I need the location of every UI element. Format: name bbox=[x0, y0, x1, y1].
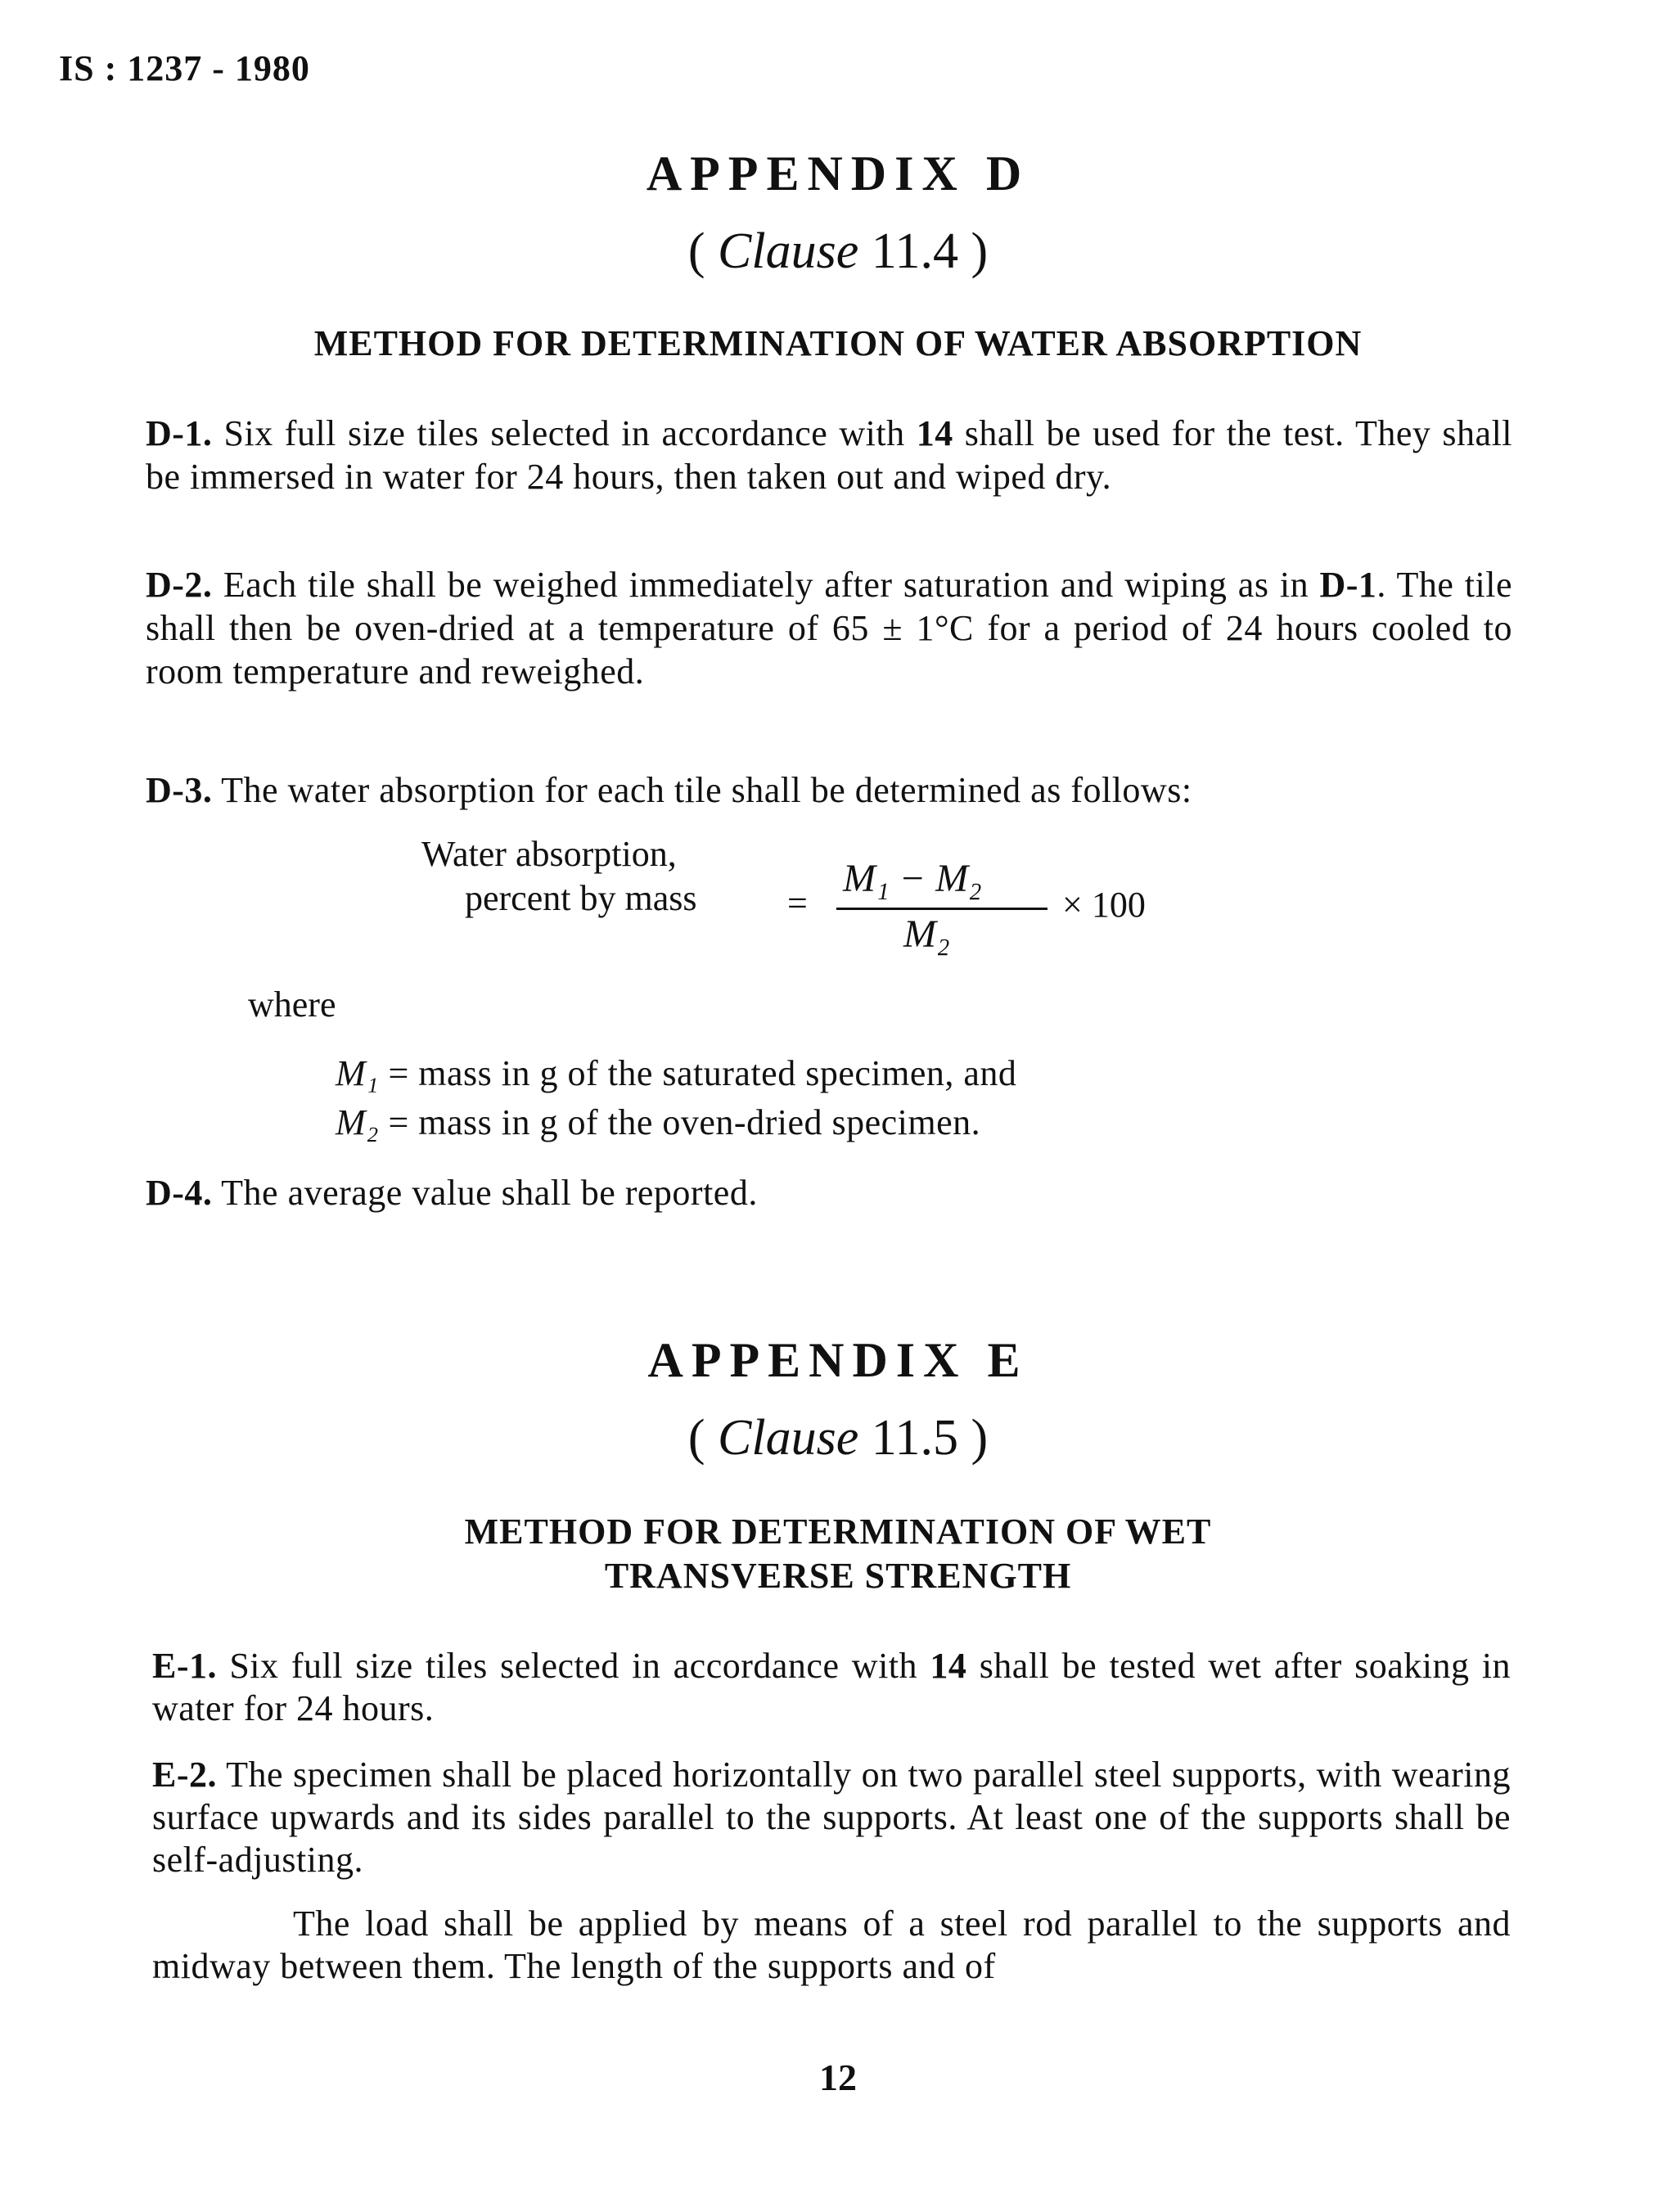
appendix-e-method-title bbox=[0, 1510, 1676, 1598]
clause-e2-label: E-2. bbox=[152, 1755, 217, 1795]
definition-m1-symbol: M₁ bbox=[336, 1053, 379, 1093]
formula-lhs-line1: Water absorption, bbox=[421, 834, 677, 874]
formula-multiplier: × 100 bbox=[1062, 885, 1146, 925]
standard-number: IS : 1237 - 1980 bbox=[59, 48, 310, 88]
definition-m2-text: = mass in g of the oven-dried specimen. bbox=[388, 1102, 981, 1142]
appendix-e-clause: ( Clause 11.5 ) bbox=[687, 1410, 989, 1466]
clause-number: 11.5 bbox=[871, 1410, 958, 1466]
formula-denominator: M₂ bbox=[903, 912, 950, 956]
clause-d3-label: D-3. bbox=[146, 770, 213, 810]
clause-e1-ref: 14 bbox=[930, 1646, 967, 1686]
definition-m2-symbol: M₂ bbox=[336, 1102, 379, 1142]
clause-d4-label: D-4. bbox=[146, 1173, 213, 1213]
clause-d2-label: D-2. bbox=[146, 565, 213, 605]
clause-e2-text: The specimen shall be placed horizontally on two parallel steel supports, with wearing surface upwards and its sides parallel to the supports. At least one of the supports shall be self-adjusting. bbox=[152, 1755, 1511, 1880]
clause-d4-text: The average value shall be reported. bbox=[221, 1173, 758, 1213]
clause-d3-text: The water absorption for each tile shall be determined as follows: bbox=[221, 770, 1192, 810]
clause-d4 bbox=[146, 1172, 758, 1214]
definition-m2 bbox=[336, 1101, 980, 1143]
clause-d3 bbox=[146, 769, 1192, 811]
appendix-d-title: APPENDIX D bbox=[646, 146, 1030, 200]
clause-d2 bbox=[146, 563, 1512, 693]
water-absorption-formula bbox=[0, 827, 1676, 966]
clause-e1-text-a: Six full size tiles selected in accordance with bbox=[229, 1646, 918, 1686]
clause-d1 bbox=[146, 412, 1512, 498]
clause-d1-ref: 14 bbox=[916, 413, 953, 453]
appendix-e-method-title-line2: TRANSVERSE STRENGTH bbox=[604, 1556, 1072, 1596]
appendix-d-clause: ( Clause 11.4 ) bbox=[687, 223, 989, 279]
clause-e1 bbox=[152, 1645, 1511, 1730]
page-number: 12 bbox=[819, 2057, 857, 2098]
clause-d1-text-a: Six full size tiles selected in accordance with bbox=[223, 413, 905, 453]
clause-d1-label: D-1. bbox=[146, 413, 213, 453]
definition-m1-text: = mass in g of the saturated specimen, and bbox=[388, 1053, 1017, 1093]
appendix-e-title: APPENDIX E bbox=[647, 1333, 1029, 1387]
clause-d2-ref: D-1 bbox=[1319, 565, 1377, 605]
clause-e2 bbox=[152, 1754, 1511, 1881]
formula-numerator: M₁ − M₂ bbox=[843, 857, 982, 900]
formula-fraction-bar bbox=[836, 908, 1048, 910]
formula-equals: = bbox=[787, 883, 808, 923]
appendix-e-method-title-line1: METHOD FOR DETERMINATION OF WET bbox=[464, 1511, 1212, 1552]
where-label: where bbox=[248, 984, 336, 1025]
clause-number: 11.4 bbox=[871, 223, 958, 279]
definition-m1 bbox=[336, 1052, 1016, 1094]
formula-lhs-line2: percent by mass bbox=[465, 878, 697, 918]
clause-word: Clause bbox=[718, 1410, 859, 1466]
clause-e1-text-b: shall be tested wet after soaking in water for 24 hours. bbox=[152, 1646, 1512, 1728]
clause-d2-text-a: Each tile shall be weighed immediately after saturation and wiping as in bbox=[223, 565, 1309, 605]
appendix-d-method-title: METHOD FOR DETERMINATION OF WATER ABSORPTION bbox=[313, 323, 1363, 363]
clause-e2-paragraph-2: The load shall be applied by means of a steel rod parallel to the supports and midway between them. The length of the supports and of bbox=[152, 1903, 1511, 1986]
clause-e1-label: E-1. bbox=[152, 1646, 217, 1686]
clause-d1-text-b: shall be used for the test. They shall be immersed in water for 24 hours, then taken out and wiped dry. bbox=[146, 413, 1513, 497]
clause-word: Clause bbox=[718, 223, 859, 279]
clause-d2-text-b: . The tile shall then be oven-dried at a temperature of 65 ± 1°C for a period of 24 hours cooled to room temperature and reweighed. bbox=[146, 565, 1512, 692]
